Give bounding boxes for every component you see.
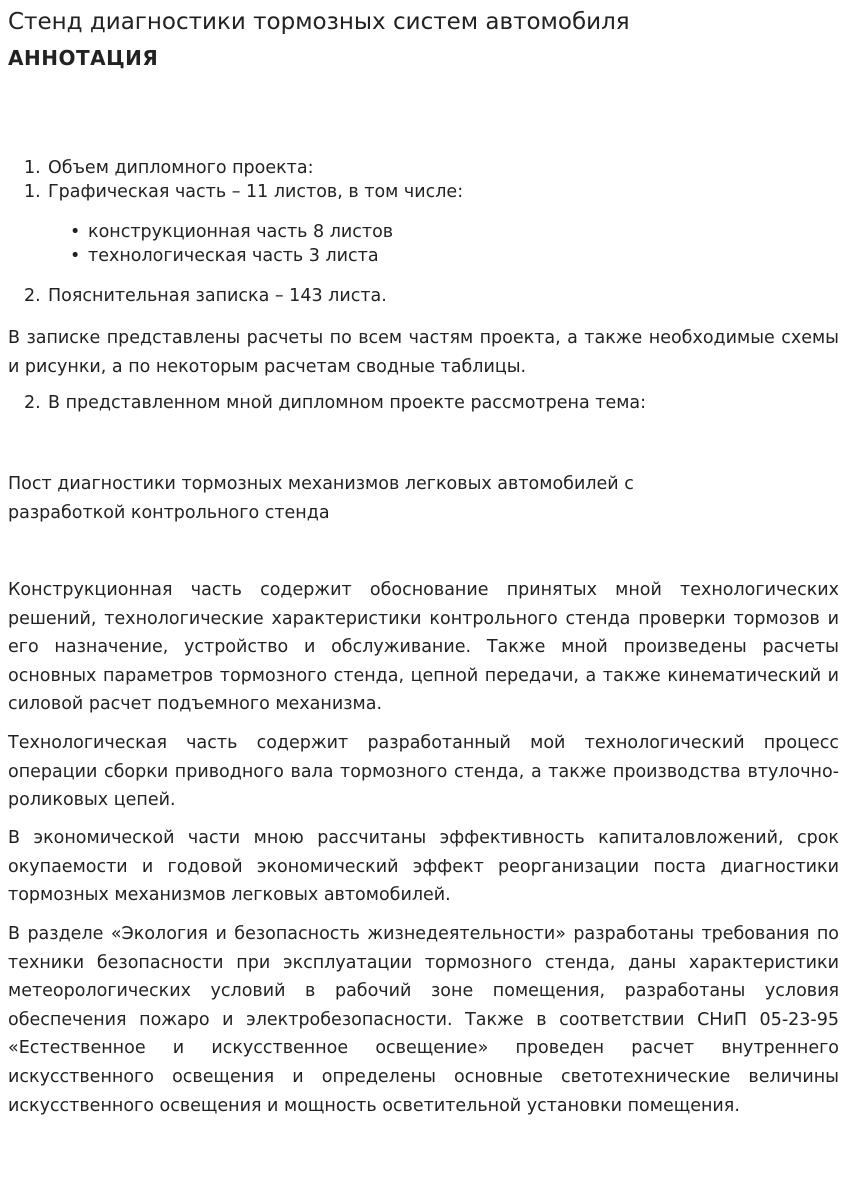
list-item-text: В представленном мной дипломном проекте рассмотрена тема: — [48, 393, 647, 413]
list-number: 1. — [24, 182, 41, 202]
list-item-text: Объем дипломного проекта: — [48, 158, 314, 178]
list-number: 1. — [24, 158, 41, 178]
list-item-text: Пояснительная записка – 143 листа. — [48, 286, 387, 306]
paragraph-economics: В экономической части мною рассчитаны эффективность капиталовложений, срок окупаемости и годовой экономический эффект реорганизации поста диагностики тормозных механизмов легковых автомобилей. — [8, 828, 839, 906]
bullet-icon: • — [70, 222, 81, 242]
bullet-icon: • — [70, 246, 81, 266]
bullet-text: технологическая часть 3 листа — [88, 246, 379, 266]
bullet-text: конструкционная часть 8 листов — [88, 222, 394, 242]
document-title: Стенд диагностики тормозных систем автомобиля — [8, 9, 630, 35]
paragraph-ecology: В разделе «Экология и безопасность жизнедеятельности» разработаны требования по техники безопасности при эксплуатации тормозного стенда, даны характеристики метеорологических условий в рабочий зоне помещения, разработаны условия обеспечения пожаро и электробезопасности. Также в соответствии СНиП 05-23-95 «Естественное и искусственное освещение» проведен расчет внутреннего искусственного освещения и определены основные светотехнические величины искусственного освещения и мощность осветительной установки помещения. — [8, 924, 839, 1116]
topic-paragraph: Пост диагностики тормозных механизмов легковых автомобилей с разработкой контрольного стенда — [8, 474, 634, 523]
paragraph-technology: Технологическая часть содержит разработанный мой технологический процесс операции сборки приводного вала тормозного стенда, а также производства втулочно-роликовых цепей. — [8, 733, 839, 811]
list-item-text: Графическая часть – 11 листов, в том числе: — [48, 182, 464, 202]
list-number: 2. — [24, 393, 41, 413]
document-subtitle: АННОТАЦИЯ — [8, 46, 159, 70]
paragraph-notes: В записке представлены расчеты по всем частям проекта, а также необходимые схемы и рисунки, а по некоторым расчетам сводные таблицы. — [8, 328, 839, 377]
list-number: 2. — [24, 286, 41, 306]
paragraph-construction: Конструкционная часть содержит обоснование принятых мной технологических решений, технологические характеристики контрольного стенда проверки тормозов и его назначение, устройство и обслуживание. Также мной произведены расчеты основных параметров тормозного стенда, цепной передачи, а также кинематический и силовой расчет подъемного механизма. — [8, 580, 839, 715]
